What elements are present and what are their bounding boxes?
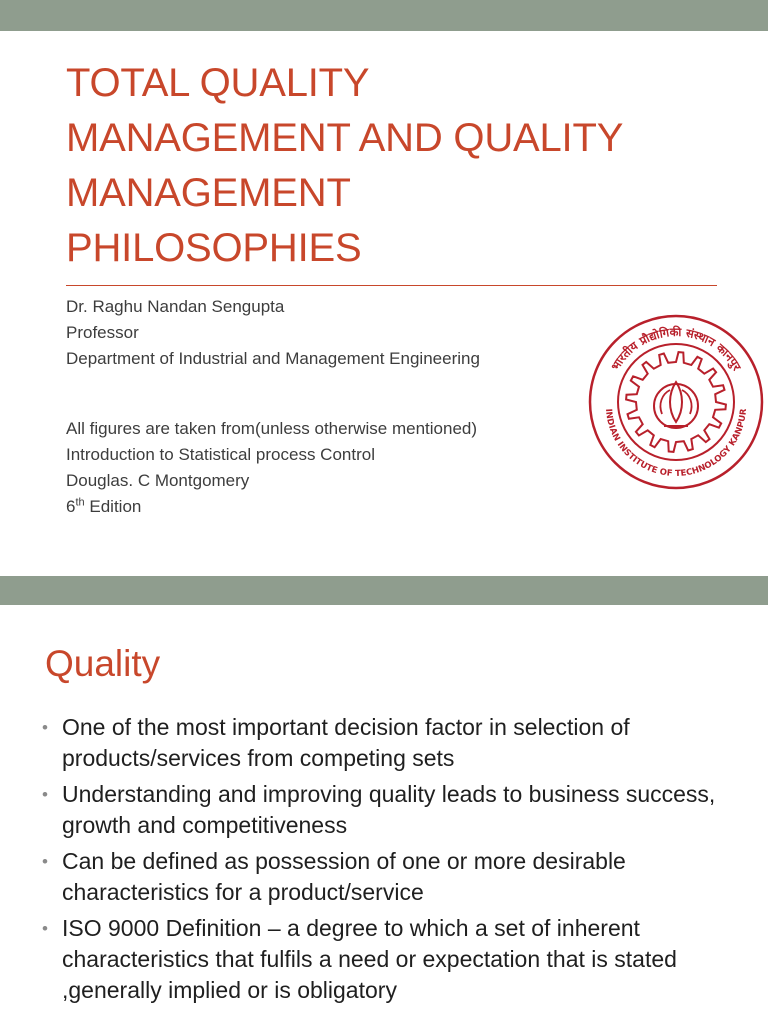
book-title: Introduction to Statistical process Control bbox=[66, 445, 375, 464]
author-position: Professor bbox=[66, 323, 139, 342]
list-item: • ISO 9000 Definition – a degree to which a set of inherent characteristics that fulfils a need or expectation that is stated ,generally implied or is obligatory bbox=[42, 915, 677, 1003]
author-name: Dr. Raghu Nandan Sengupta bbox=[66, 297, 285, 316]
logo-ring-text-top: भारतीय प्रौद्योगिकी संस्थान कानपुर bbox=[608, 324, 745, 373]
author-department: Department of Industrial and Management Engineering bbox=[66, 349, 480, 368]
title-line: PHILOSOPHIES bbox=[66, 226, 362, 270]
source-note: All figures are taken from(unless otherwise mentioned) bbox=[66, 419, 478, 438]
svg-text:भारतीय प्रौद्योगिकी संस्थान का bbox=[608, 325, 745, 374]
book-edition: 6th Edition bbox=[66, 496, 142, 516]
slide-title bbox=[66, 56, 746, 276]
list-item: • Understanding and improving quality leads to business success, growth and competitiveness bbox=[42, 781, 716, 838]
title-divider bbox=[66, 285, 717, 286]
bullet-icon: • bbox=[42, 852, 48, 871]
bullet-icon: • bbox=[42, 919, 48, 938]
logo-ring-text-bottom: INDIAN INSTITUTE OF TECHNOLOGY KANPUR bbox=[603, 408, 750, 480]
slide-separator-band bbox=[0, 576, 768, 605]
bullet-icon: • bbox=[42, 718, 48, 737]
quality-title: Quality bbox=[45, 643, 161, 684]
list-item: • Can be defined as possession of one or more desirable characteristics for a product/service bbox=[42, 848, 626, 905]
author-info bbox=[66, 294, 580, 520]
title-line: MANAGEMENT AND QUALITY bbox=[66, 116, 624, 160]
quality-bullet-list bbox=[42, 712, 742, 1011]
top-band bbox=[0, 0, 768, 31]
title-line: MANAGEMENT bbox=[66, 171, 351, 215]
title-line: TOTAL QUALITY bbox=[66, 61, 370, 105]
book-author: Douglas. C Montgomery bbox=[66, 471, 250, 490]
bullet-icon: • bbox=[42, 785, 48, 804]
iit-kanpur-logo-icon bbox=[588, 314, 764, 490]
logo-gear-shape bbox=[626, 352, 726, 452]
list-item: • One of the most important decision factor in selection of products/services from competing sets bbox=[42, 714, 630, 771]
